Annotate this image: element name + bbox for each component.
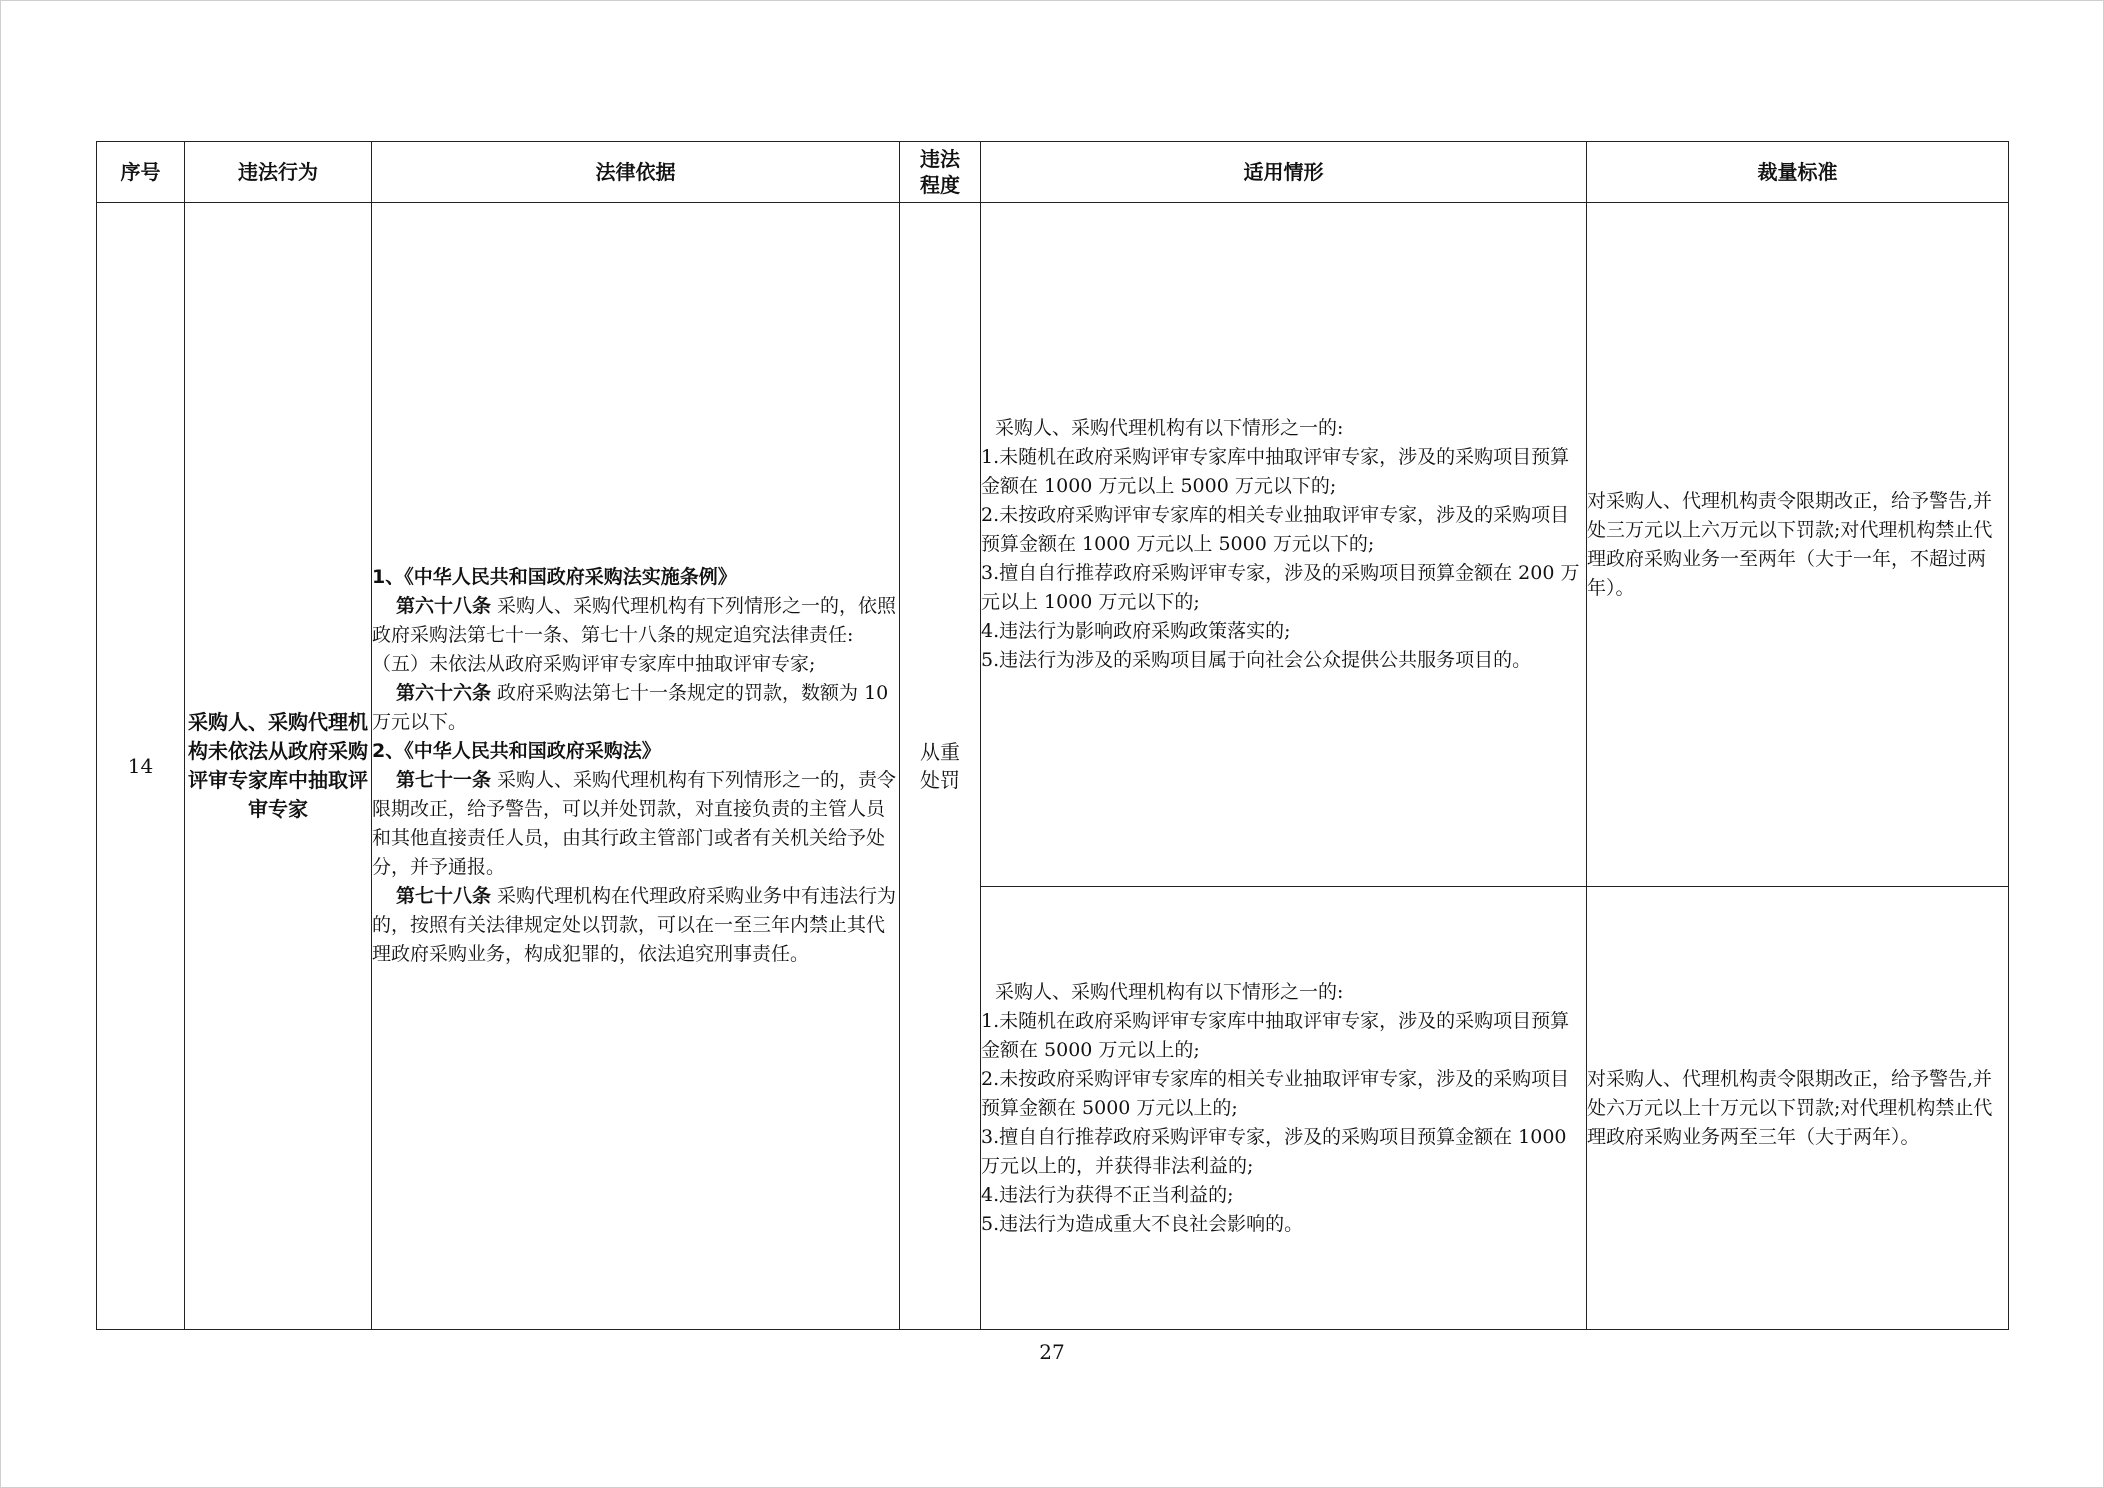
situation-item: 5.违法行为涉及的采购项目属于向社会公众提供公共服务项目的。 <box>981 649 1532 671</box>
situation-item: 3.擅自自行推荐政府采购评审专家，涉及的采购项目预算金额在 1000 万元以上的，并获得非法利益的; <box>981 1125 1567 1177</box>
header-situation: 适用情形 <box>981 142 1587 203</box>
legal-article-66 <box>372 679 899 737</box>
situation-item: 5.违法行为造成重大不良社会影响的。 <box>981 1212 1304 1235</box>
degree-line1: 从重 <box>920 740 960 764</box>
legal-basis-cell <box>372 203 900 1330</box>
situation-item: 3.擅自自行推荐政府采购评审专家，涉及的采购项目预算金额在 200 万元以上 1000 万元以下的; <box>981 562 1580 613</box>
situation-lead: 采购人、采购代理机构有以下情形之一的: <box>995 980 1344 1003</box>
article-text: 采购人、采购代理机构有下列情形之一的，责令限期改正，给予警告，可以并处罚款，对直接负责的主管人员和其他直接责任人员，由其行政主管部门或者有关机关给予处分，并予通报。 <box>372 769 897 878</box>
article-text: 政府采购法第七十一条规定的罚款，数额为 10 万元以下。 <box>372 682 889 733</box>
situation-item: 2.未按政府采购评审专家库的相关专业抽取评审专家，涉及的采购项目预算金额在 5000 万元以上的; <box>981 1067 1570 1119</box>
situation-item: 4.违法行为影响政府采购政策落实的; <box>981 620 1291 642</box>
row-violation: 采购人、采购代理机构未依法从政府采购评审专家库中抽取评审专家 <box>185 203 372 1330</box>
situation-cell-1 <box>981 203 1587 887</box>
legal-heading-2: 2、《中华人民共和国政府采购法》 <box>372 740 661 762</box>
degree-cell <box>900 203 981 1330</box>
article-title: 第七十一条 <box>396 769 492 791</box>
situation-item: 1.未随机在政府采购评审专家库中抽取评审专家，涉及的采购项目预算金额在 5000 万元以上的; <box>981 1009 1570 1061</box>
regulation-table <box>96 141 2009 1330</box>
situation-lead: 采购人、采购代理机构有以下情形之一的: <box>995 417 1344 439</box>
legal-article-78 <box>372 882 899 969</box>
legal-article-68 <box>372 592 899 650</box>
header-legal-basis: 法律依据 <box>372 142 900 203</box>
header-degree <box>900 142 981 203</box>
table-row <box>97 203 2009 887</box>
header-seq: 序号 <box>97 142 185 203</box>
header-violation: 违法行为 <box>185 142 372 203</box>
table-header-row <box>97 142 2009 203</box>
article-text: 采购人、采购代理机构有下列情形之一的，依照政府采购法第七十一条、第七十八条的规定追究法律责任: <box>372 595 897 646</box>
situation-item: 2.未按政府采购评审专家库的相关专业抽取评审专家，涉及的采购项目预算金额在 1000 万元以上 5000 万元以下的; <box>981 504 1570 555</box>
header-degree-line1: 违法 <box>920 147 960 171</box>
degree-line2: 处罚 <box>920 768 960 792</box>
header-standard: 裁量标准 <box>1587 142 2009 203</box>
situation-item: 1.未随机在政府采购评审专家库中抽取评审专家，涉及的采购项目预算金额在 1000 万元以上 5000 万元以下的; <box>981 446 1570 497</box>
article-title: 第六十八条 <box>396 595 492 617</box>
situation-cell-2 <box>981 887 1587 1330</box>
page-number: 27 <box>1039 1340 1065 1364</box>
article-title: 第七十八条 <box>396 885 492 907</box>
standard-cell-1: 对采购人、代理机构责令限期改正，给予警告,并处三万元以上六万元以下罚款;对代理机构禁止代理政府采购业务一至两年（大于一年，不超过两年）。 <box>1587 203 2009 887</box>
standard-cell-2: 对采购人、代理机构责令限期改正，给予警告,并处六万元以上十万元以下罚款;对代理机构禁止代理政府采购业务两至三年（大于两年）。 <box>1587 887 2009 1330</box>
article-text: 采购代理机构在代理政府采购业务中有违法行为的，按照有关法律规定处以罚款，可以在一至三年内禁止其代理政府采购业务，构成犯罪的，依法追究刑事责任。 <box>372 885 897 965</box>
row-seq: 14 <box>97 203 185 1330</box>
header-degree-line2: 程度 <box>920 173 960 197</box>
legal-article-71 <box>372 766 899 882</box>
situation-item: 4.违法行为获得不正当利益的; <box>981 1183 1234 1206</box>
article-title: 第六十六条 <box>396 682 492 704</box>
legal-article-68-item: （五）未依法从政府采购评审专家库中抽取评审专家; <box>372 653 816 675</box>
legal-heading-1: 1、《中华人民共和国政府采购法实施条例》 <box>372 566 737 588</box>
